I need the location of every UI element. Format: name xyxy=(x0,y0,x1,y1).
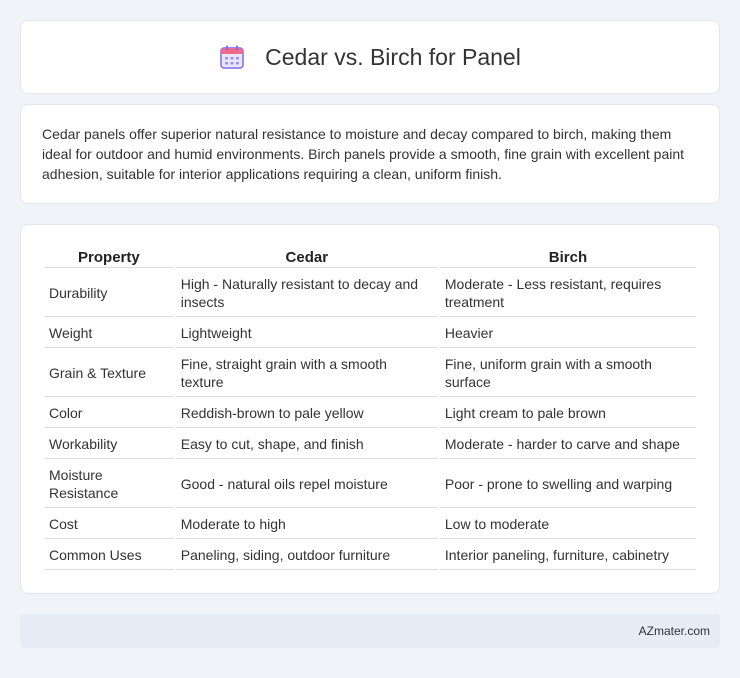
summary-text: Cedar panels offer superior natural resistance to moisture and decay compared to birch, making them ideal for outdoor and humid environments. Birch panels provide a smooth, fine grain with excellent paint adhesion, suitable for interior applications requiring a clean, uniform finish. xyxy=(42,126,685,182)
property-cell: Grain & Texture xyxy=(44,350,174,397)
table-row xyxy=(44,350,696,397)
property-cell: Color xyxy=(44,399,174,428)
cedar-cell: Lightweight xyxy=(176,319,438,348)
title-card xyxy=(20,20,720,94)
property-cell: Common Uses xyxy=(44,541,174,570)
birch-cell: Light cream to pale brown xyxy=(440,399,696,428)
birch-cell: Interior paneling, furniture, cabinetry xyxy=(440,541,696,570)
cedar-cell: Moderate to high xyxy=(176,510,438,539)
footer-site-link[interactable]: AZmater.com xyxy=(638,624,710,638)
property-cell: Moisture Resistance xyxy=(44,461,174,508)
property-cell: Weight xyxy=(44,319,174,348)
cedar-cell: Fine, straight grain with a smooth texture xyxy=(176,350,438,397)
header-birch: Birch xyxy=(440,247,696,268)
cedar-cell: Good - natural oils repel moisture xyxy=(176,461,438,508)
table-row xyxy=(44,270,696,317)
table-row xyxy=(44,319,696,348)
table-row xyxy=(44,541,696,570)
birch-cell: Fine, uniform grain with a smooth surface xyxy=(440,350,696,397)
comparison-table xyxy=(42,245,698,572)
birch-cell: Heavier xyxy=(440,319,696,348)
table-row xyxy=(44,510,696,539)
property-cell: Cost xyxy=(44,510,174,539)
birch-cell: Moderate - Less resistant, requires treatment xyxy=(440,270,696,317)
table-row xyxy=(44,461,696,508)
table-row xyxy=(44,399,696,428)
birch-cell: Low to moderate xyxy=(440,510,696,539)
footer xyxy=(20,614,720,648)
property-cell: Workability xyxy=(44,430,174,459)
table-header-row xyxy=(44,247,696,268)
cedar-cell: Paneling, siding, outdoor furniture xyxy=(176,541,438,570)
page-title: Cedar vs. Birch for Panel xyxy=(265,43,521,70)
cedar-cell: Reddish-brown to pale yellow xyxy=(176,399,438,428)
calendar-icon xyxy=(219,44,245,70)
summary-card xyxy=(20,104,720,204)
table-row xyxy=(44,430,696,459)
cedar-cell: High - Naturally resistant to decay and insects xyxy=(176,270,438,317)
header-property: Property xyxy=(44,247,174,268)
header-cedar: Cedar xyxy=(176,247,438,268)
property-cell: Durability xyxy=(44,270,174,317)
birch-cell: Moderate - harder to carve and shape xyxy=(440,430,696,459)
comparison-table-card xyxy=(20,224,720,594)
birch-cell: Poor - prone to swelling and warping xyxy=(440,461,696,508)
cedar-cell: Easy to cut, shape, and finish xyxy=(176,430,438,459)
